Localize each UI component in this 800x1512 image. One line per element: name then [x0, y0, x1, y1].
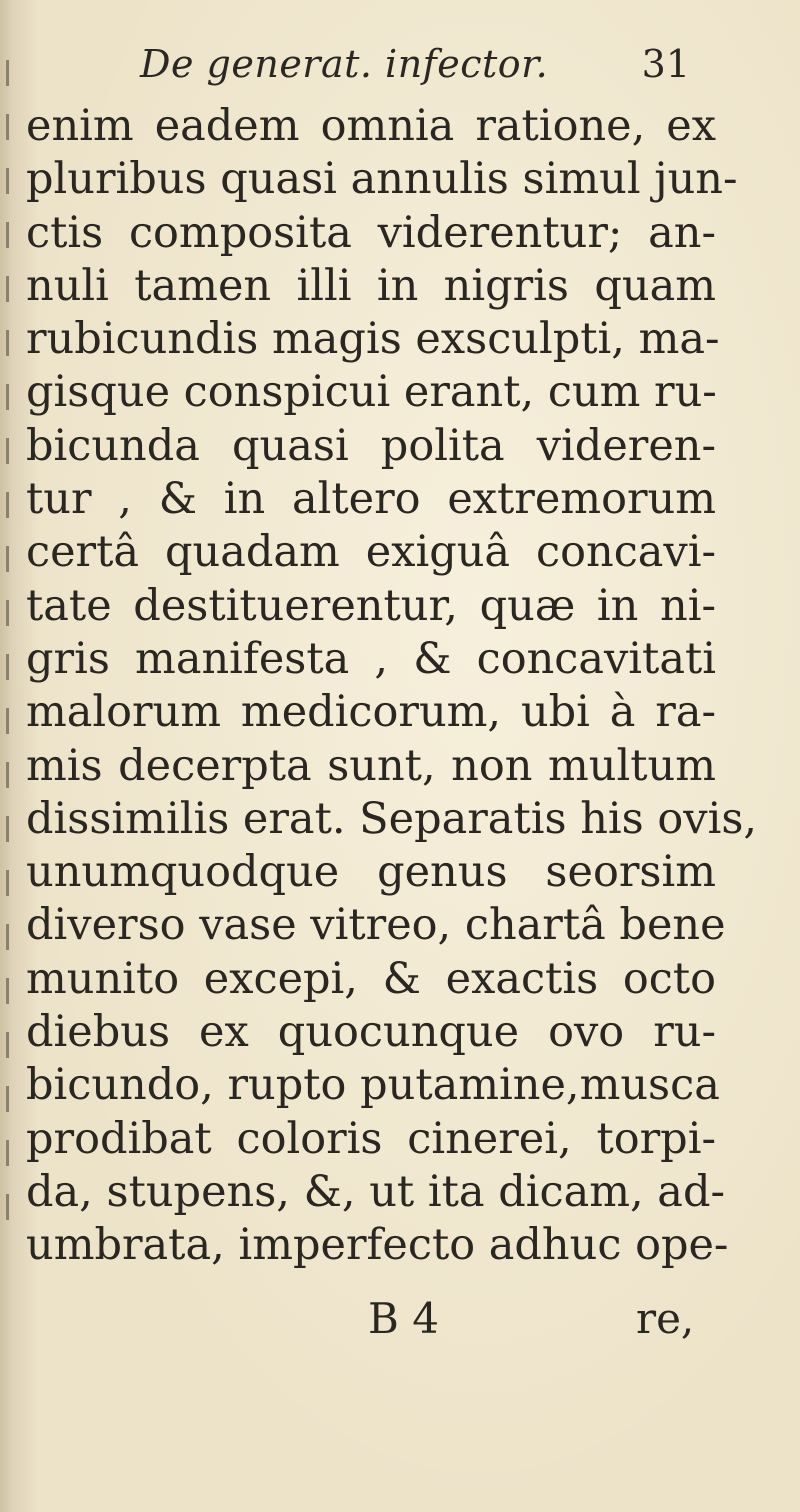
running-title: De generat. infector.	[140, 42, 549, 86]
text-line: da, stupens, &, ut ita dicam, ad-	[26, 1166, 726, 1217]
text-line: certâ quadam exiguâ concavi-	[26, 527, 716, 578]
text-line: dissimilis erat. Separatis his ovis,	[26, 793, 758, 844]
text-line: ctis composita viderentur; an-	[26, 207, 716, 258]
text-line: tate destituerentur, quæ in ni-	[26, 580, 716, 631]
catchword: re,	[636, 1294, 695, 1343]
page-footer	[0, 1294, 800, 1354]
text-line: munito excepi, & exactis octo	[26, 953, 716, 1004]
text-line: bicunda quasi polita videren-	[26, 420, 716, 471]
text-line: tur , & in altero extremorum	[26, 474, 716, 525]
text-line: gris manifesta , & concavitati	[26, 633, 716, 684]
signature-mark: B 4	[368, 1294, 439, 1343]
body-text	[26, 100, 758, 1273]
text-line: umbrata, imperfecto adhuc ope-	[26, 1220, 729, 1271]
text-line: gisque conspicui erant, cum ru-	[26, 367, 717, 418]
text-line: diverso vase vitreo, chartâ bene	[26, 900, 726, 951]
text-line: nuli tamen illi in nigris quam	[26, 260, 716, 311]
text-line: unumquodque genus seorsim	[26, 847, 716, 898]
text-line: rubicundis magis exsculpti, ma-	[26, 314, 720, 365]
page-number: 31	[641, 42, 690, 86]
text-line: enim eadem omnia ratione, ex	[26, 101, 716, 151]
text-line: mis decerpta sunt, non multum	[26, 740, 716, 791]
text-line: prodibat coloris cinerei, torpi-	[26, 1113, 716, 1164]
text-line: malorum medicorum, ubi à ra-	[26, 687, 716, 738]
text-line: bicundo, rupto putamine,musca	[26, 1060, 720, 1111]
text-line: diebus ex quocunque ovo ru-	[26, 1007, 716, 1058]
bleed-through-marks	[0, 60, 14, 1300]
text-line: pluribus quasi annulis simul jun-	[26, 154, 738, 205]
page-header	[140, 42, 700, 92]
